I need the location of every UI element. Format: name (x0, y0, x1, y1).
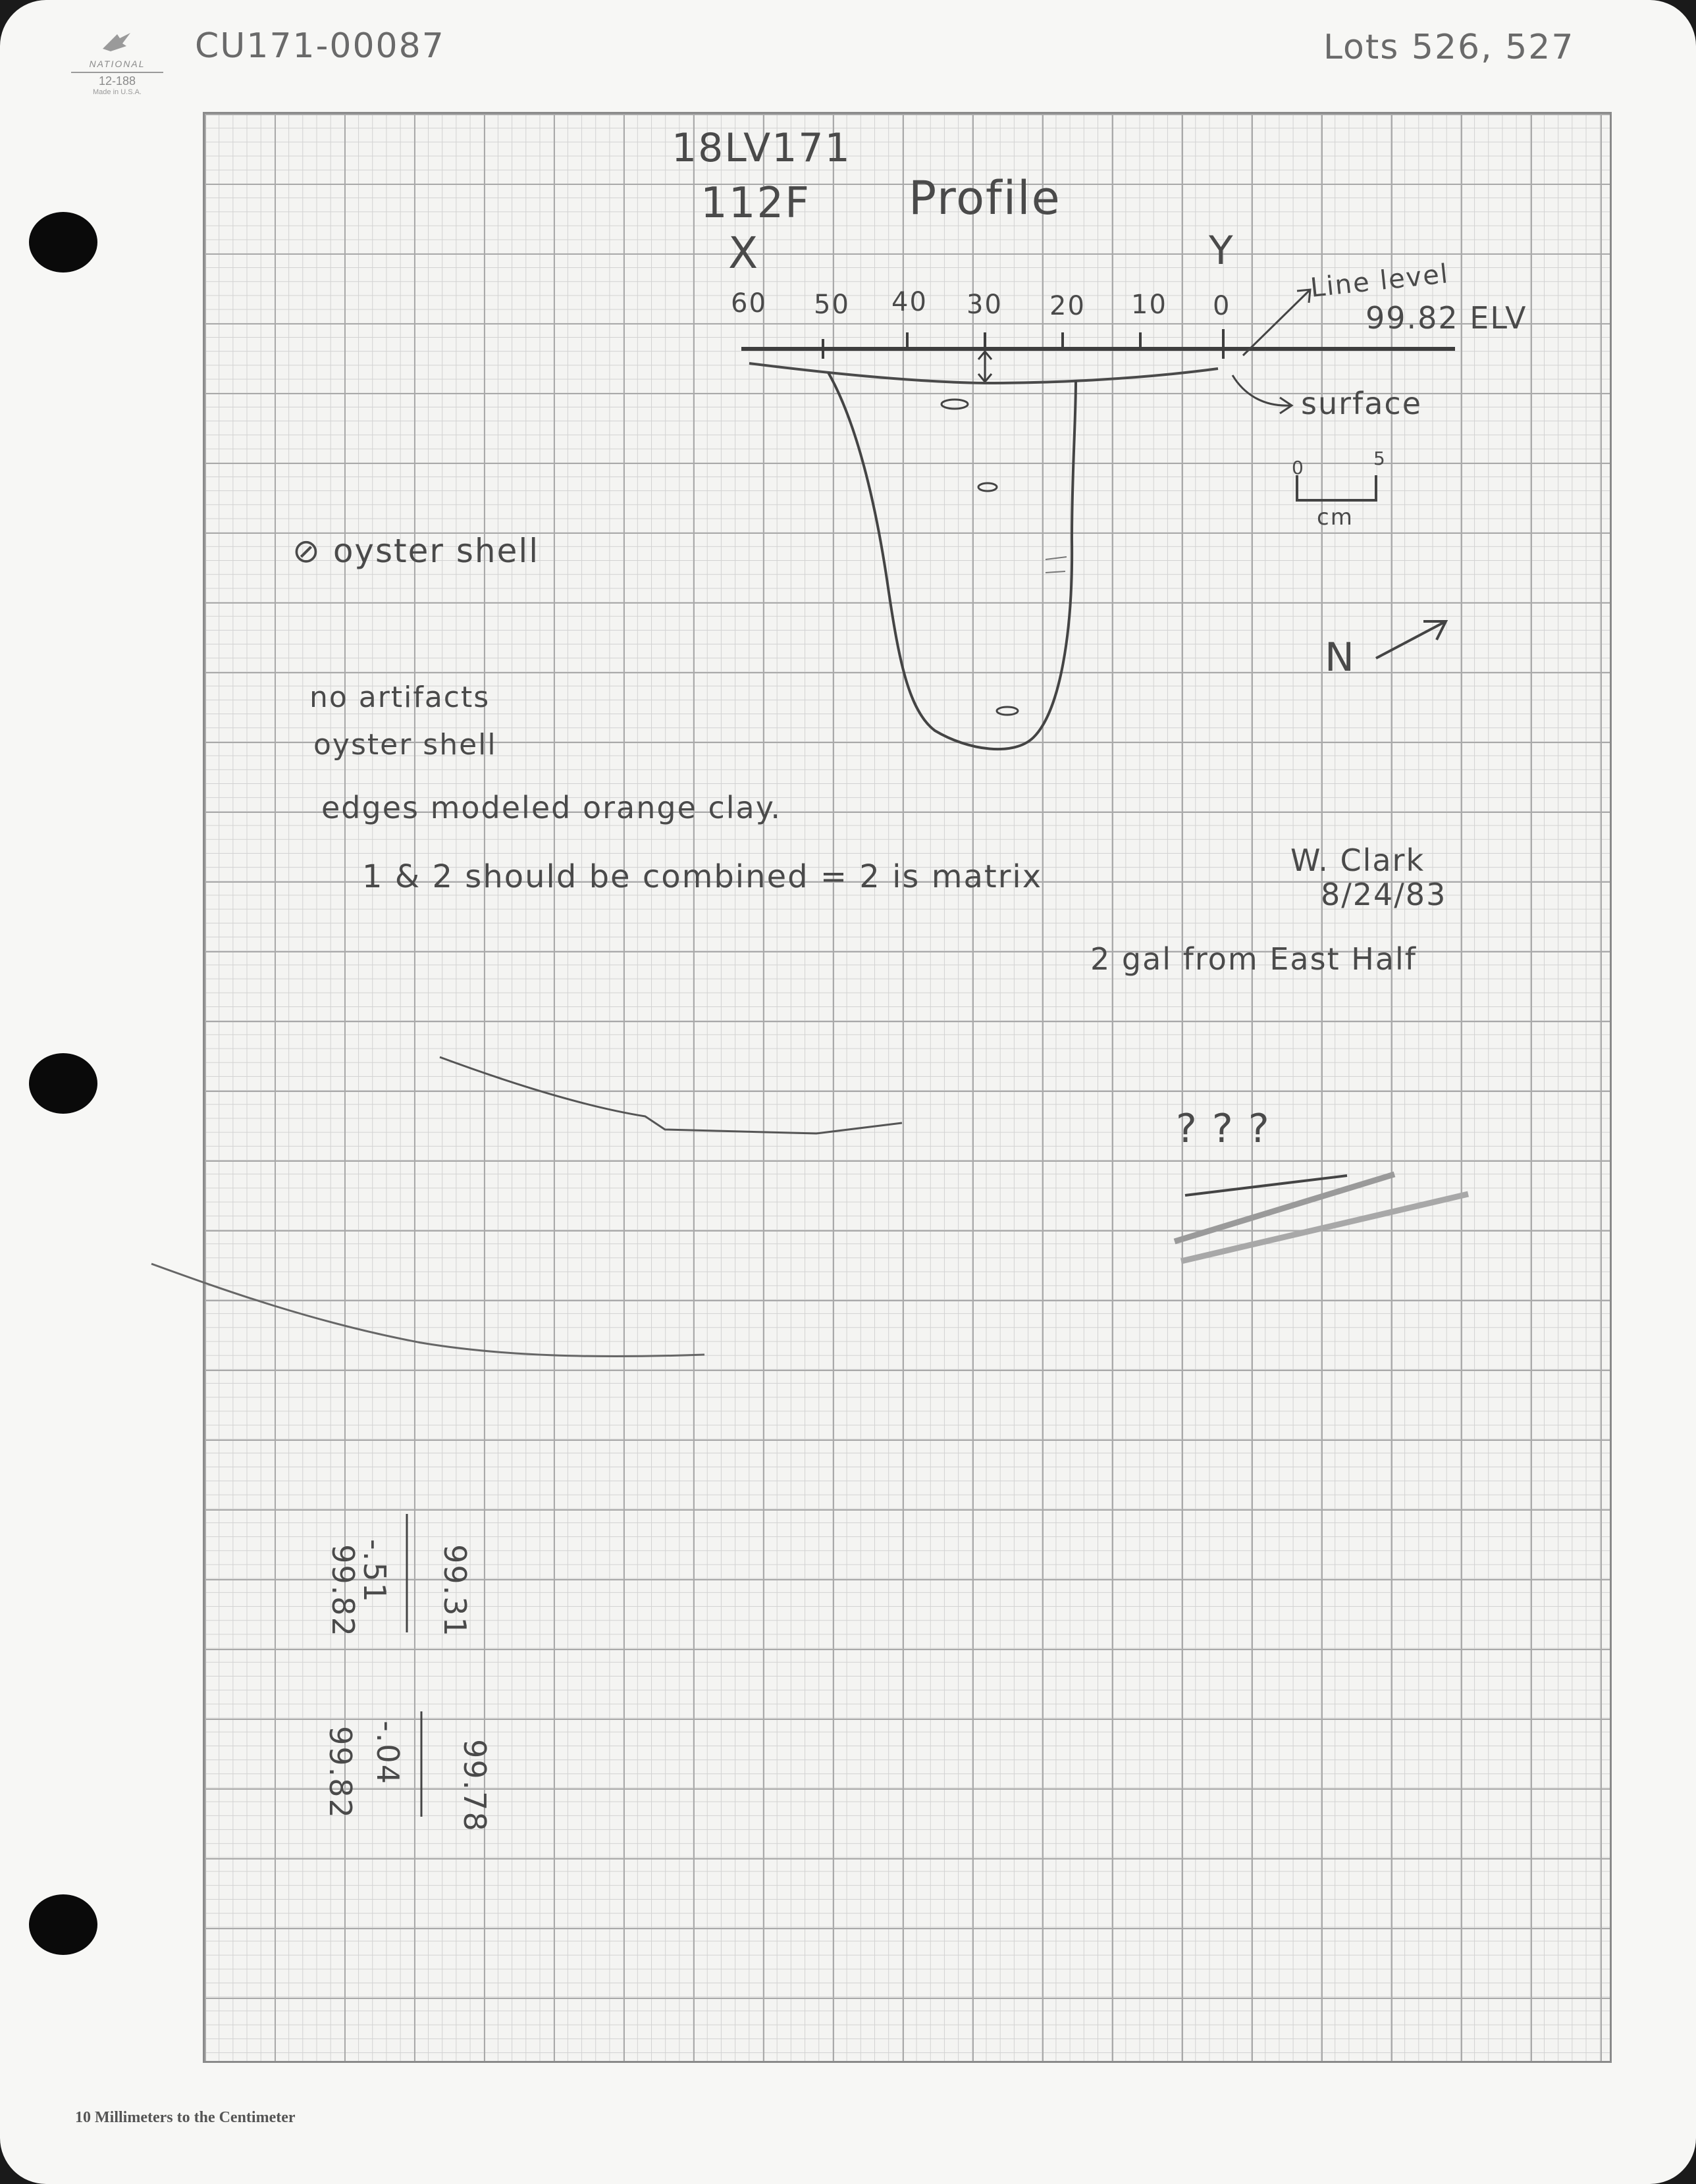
scale-tick-label: 40 (891, 287, 928, 317)
line-level-arrow (1243, 290, 1310, 355)
scale-note: 10 Millimeters to the Centimeter (75, 2109, 296, 2126)
scale-tick-label: 0 (1213, 291, 1231, 321)
scale-tick-label: 30 (967, 290, 1003, 320)
surface-label: surface (1301, 386, 1423, 421)
recorder-date: 8/24/83 (1321, 877, 1447, 912)
catalog-id: CU171-00087 (195, 26, 445, 66)
calculation-result: 99.31 (437, 1544, 473, 1638)
profile-heading: Profile (909, 171, 1061, 225)
note-line: edges modeled orange clay. (321, 790, 782, 825)
scale-tick-label: 20 (1049, 291, 1086, 321)
question-marks: ? ? ? (1176, 1106, 1271, 1152)
unit-number: 112F (701, 179, 810, 228)
north-label: N (1325, 635, 1356, 681)
profile-end-y: Y (1209, 228, 1234, 274)
scale-bar-unit: cm (1317, 504, 1354, 531)
note-line: oyster shell (313, 728, 497, 762)
underline-stroke (1185, 1176, 1347, 1195)
lots-label: Lots 526, 527 (1323, 28, 1575, 67)
shell-fragment (997, 707, 1018, 715)
shell-fragment (941, 400, 968, 409)
legend-oyster-shell (292, 532, 539, 570)
elevation-label: 99.82 ELV (1365, 300, 1527, 336)
recorder-name: W. Clark (1290, 843, 1425, 878)
scale-bar-five: 5 (1373, 448, 1387, 469)
oyster-shell-symbol-icon: ⊘ (292, 532, 321, 570)
scale-tick-label: 10 (1131, 290, 1167, 320)
pit-outline (828, 373, 1076, 749)
scale-bar (1297, 475, 1376, 500)
note-line: 1 & 2 should be combined = 2 is matrix (362, 858, 1043, 895)
surface-arrow (1232, 375, 1290, 405)
calculation-b: -.51 (356, 1539, 392, 1603)
line-level-label: Line level (1309, 259, 1451, 303)
legend-label: oyster shell (332, 532, 540, 570)
scale-tick-label: 50 (814, 290, 850, 320)
scale-tick-label: 60 (731, 288, 767, 319)
brand-name: NATIONAL (89, 59, 146, 69)
site-number: 18LV171 (672, 125, 851, 171)
calculation-a: 99.82 (322, 1726, 358, 1819)
note-line: no artifacts (309, 681, 490, 714)
calculation-a: 99.82 (325, 1544, 361, 1638)
scale-bar-zero: 0 (1292, 457, 1305, 479)
profile-end-x: X (728, 228, 760, 278)
erased-curve (440, 1057, 902, 1133)
north-arrow (1376, 621, 1446, 658)
calculation-b: -.04 (369, 1721, 406, 1785)
erased-curve (151, 1264, 704, 1357)
shell-fragment (978, 483, 997, 491)
form-number: 12-188 (71, 72, 163, 88)
calculation-result: 99.78 (456, 1739, 492, 1833)
sample-note: 2 gal from East Half (1090, 941, 1417, 977)
made-in-note: Made in U.S.A. (93, 88, 142, 96)
